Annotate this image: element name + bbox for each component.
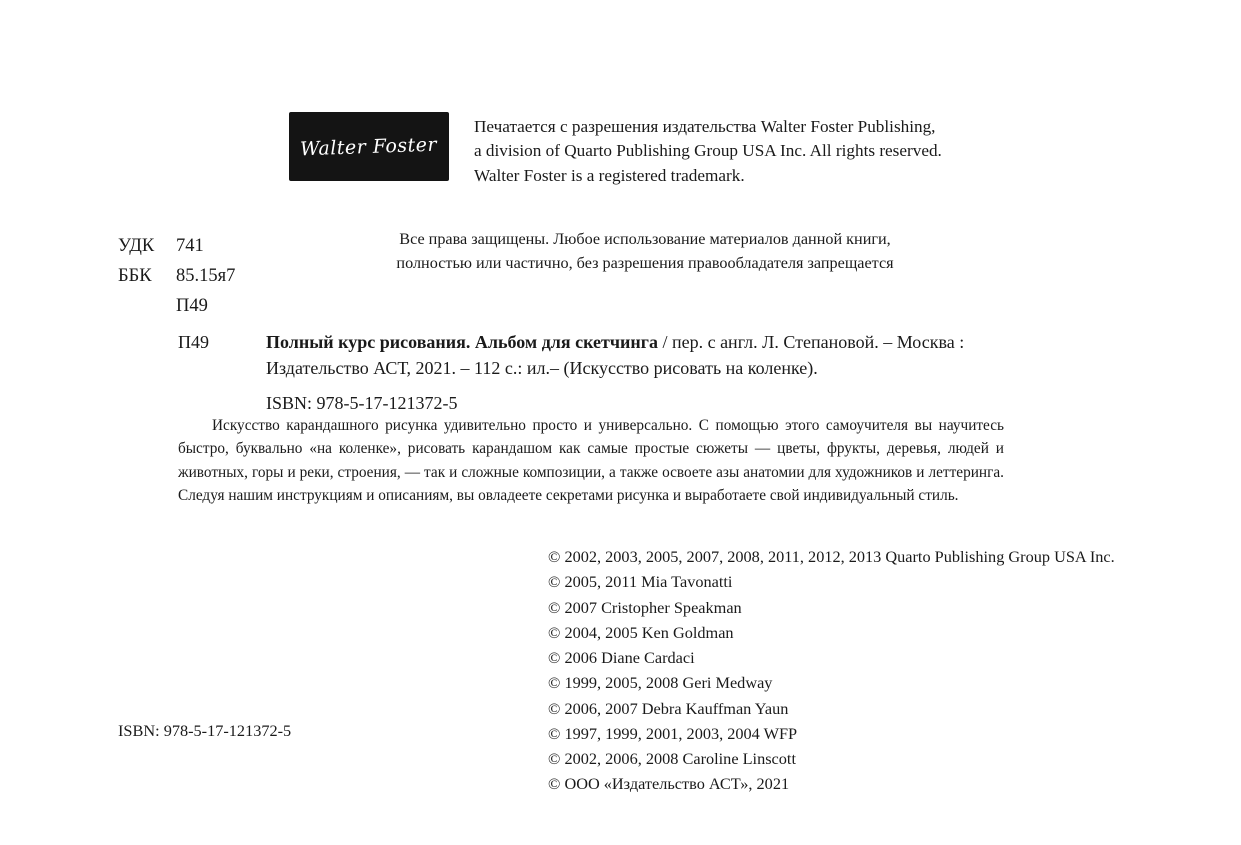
catalog-row [118, 232, 235, 262]
logo-frame [295, 118, 443, 175]
publisher-note [289, 112, 1009, 188]
catalog-value: 85.15я7 [176, 265, 236, 286]
book-title: Полный курс рисования. Альбом для скетчинга [266, 332, 658, 352]
entry-body [266, 330, 1008, 417]
rights-note-line-2: полностью или частично, без разрешения правообладателя запрещается [396, 253, 894, 272]
copyright-item: © 2004, 2005 Ken Goldman [548, 622, 734, 642]
rights-note [350, 228, 940, 276]
copyright-item: © 1999, 2005, 2008 Geri Medway [548, 673, 773, 693]
copyright-item: © 1997, 1999, 2001, 2003, 2004 WFP [548, 723, 798, 743]
copyright-item: © ООО «Издательство АСТ», 2021 [548, 774, 790, 794]
annotation-text: Искусство карандашного рисунка удивительно просто и универсально. С помощью этого самоучителя вы научитесь быстро, буквально «на коленке», рисовать карандашом как самые простые сюжеты — цветы, фрукты, деревья, людей и животных, горы и реки, строения, — так и сложные композиции, а также освоете азы анатомии для художников и леттеринга. Следуя нашим инструкциям и описаниям, вы овладеете секретами рисунка и выработаете свой индивидуальный стиль. [178, 417, 1004, 504]
isbn-bottom: ISBN: 978-5-17-121372-5 [118, 721, 292, 740]
publisher-note-line-1: Печатается с разрешения издательства Walter Foster Publishing, [474, 117, 936, 136]
copyright-item: © 2006, 2007 Debra Kauffman Yaun [548, 698, 789, 718]
walter-foster-logo [289, 112, 449, 181]
catalog-label: УДК [118, 236, 155, 256]
copyright-list [548, 544, 1115, 797]
publisher-note-text [474, 112, 942, 188]
catalog-label [118, 292, 176, 322]
copyright-item: © 2006 Diane Cardaci [548, 648, 695, 667]
copyright-item: © 2002, 2006, 2008 Caroline Linscott [548, 749, 796, 768]
catalog-value: П49 [176, 295, 208, 316]
copyright-item: © 2002, 2003, 2005, 2007, 2008, 2011, 2012, 2013 Quarto Publishing Group USA Inc. [548, 547, 1115, 566]
copyright-item: © 2005, 2011 Mia Tavonatti [548, 572, 733, 592]
catalog-row [118, 262, 235, 292]
publisher-note-line-2: a division of Quarto Publishing Group USA Inc. All rights reserved. [474, 141, 942, 161]
publisher-note-line-3: Walter Foster is a registered trademark. [474, 165, 745, 185]
rights-note-line-1: Все права защищены. Любое использование материалов данной книги, [399, 230, 891, 248]
bibliographic-entry [178, 330, 1008, 417]
entry-isbn: ISBN: 978-5-17-121372-5 [266, 393, 458, 414]
copyright-item: © 2007 Cristopher Speakman [548, 597, 742, 617]
catalog-value: 741 [176, 236, 204, 256]
catalog-codes [118, 232, 235, 322]
entry-imprint: / пер. с англ. Л. Степановой. – Москва : Издательство АСТ, 2021. – 112 с.: ил.– (Искусство рисовать на коленке). [266, 332, 965, 378]
catalog-row [118, 292, 235, 322]
entry-index: П49 [178, 332, 209, 352]
logo-text: Walter Foster [300, 133, 438, 160]
catalog-label: ББК [118, 265, 152, 286]
